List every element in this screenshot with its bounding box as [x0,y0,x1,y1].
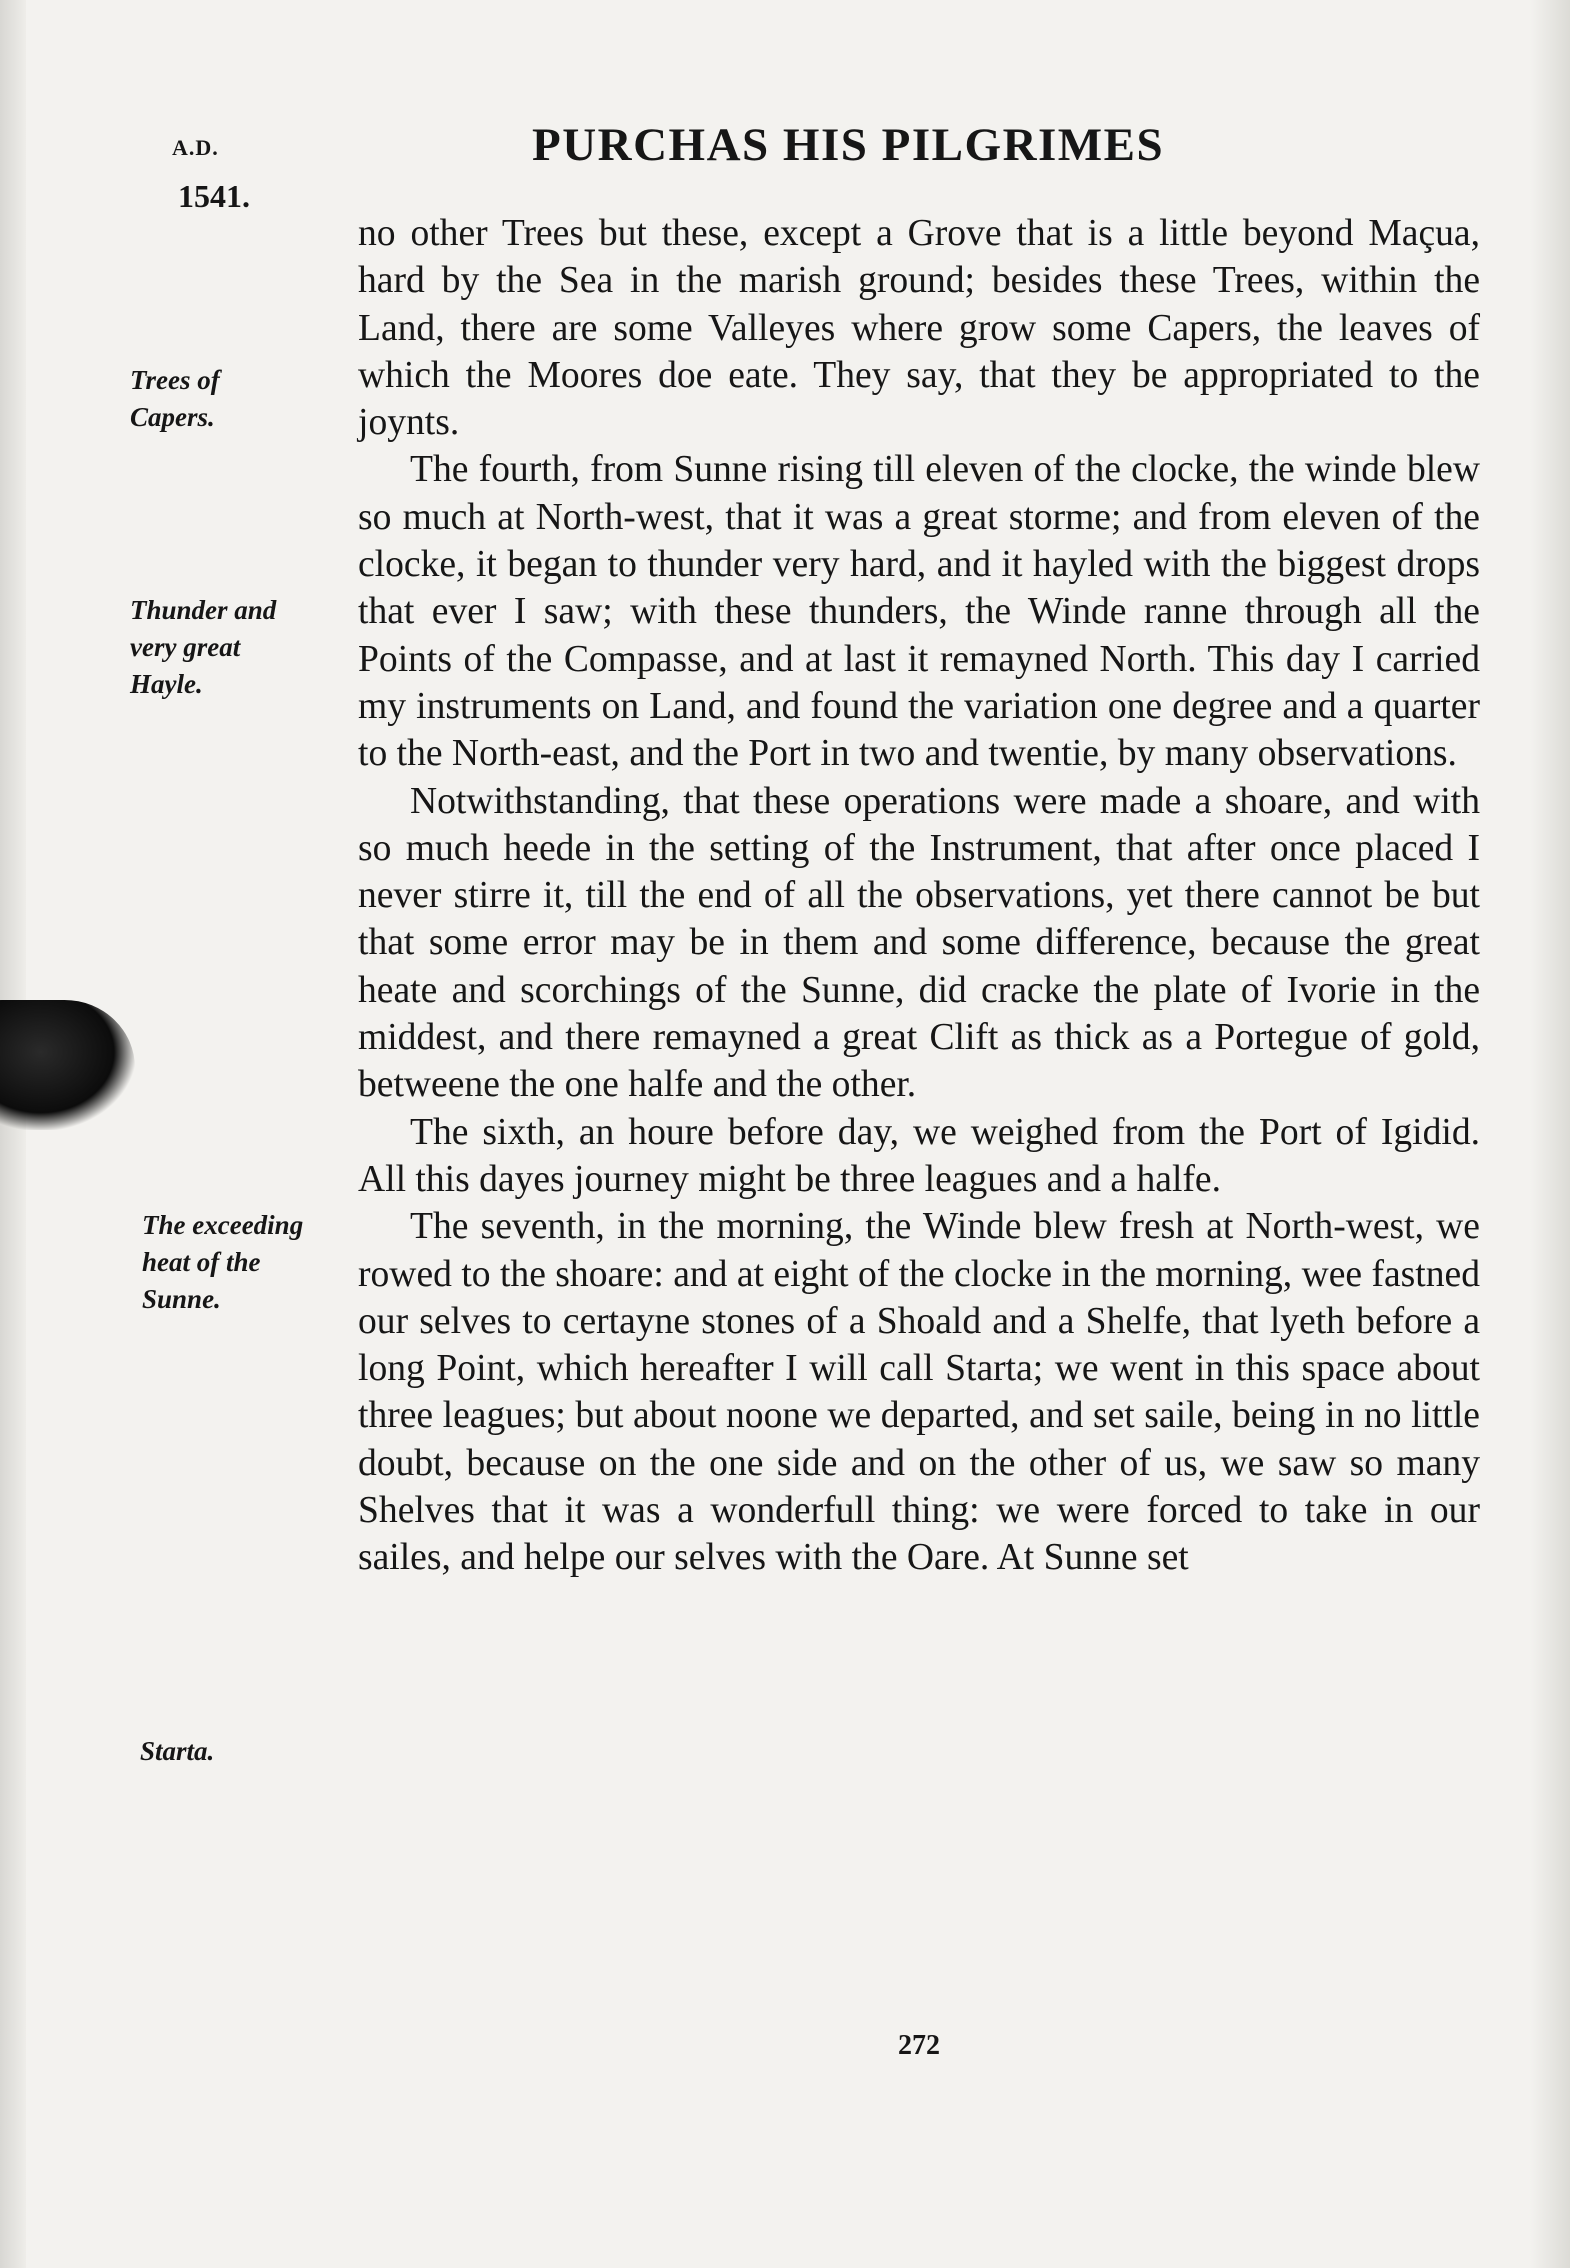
marginal-note-line: Capers. [130,402,215,432]
marginal-note-line: heat of the [142,1247,261,1277]
page-number: 272 [898,2030,940,2061]
marginal-note [140,1733,214,1770]
running-title: PURCHAS HIS PILGRIMES [532,119,1165,171]
page-right-edge [1530,0,1570,2268]
paragraph: Notwithstanding, that these operations were made a shoare, and with so much heede in the setting of the Instrument, that after once placed I never stirre it, till the end of all the observations, yet there cannot be but that some error may be in them and some difference, because the great heate and scorchings of the Sunne, did cracke the plate of Ivorie in the middest, and there remayned a great Clift as thick as a Portegue of gold, betweene the one halfe and the other. [358,780,1480,1106]
paragraph: The seventh, in the morning, the Winde blew fresh at North-west, we rowed to the shoare: and at eight of the clocke in the morning, wee fastned our selves to certayne stones of a Shoald and a Shelfe, that lyeth before a long Point, which hereafter I will call Starta; we went in this space about three leagues; but about noone we departed, and set saile, being in no little doubt, because on the one side and on the other of us, we saw so many Shelves that it was a wonderfull thing: we were forced to take in our sailes, and helpe our selves with the Oare. At Sunne set [358,1206,1480,1579]
ad-label: A.D. [172,135,219,160]
marginal-note-line: very great [130,632,241,662]
marginal-note-line: Hayle. [130,669,203,699]
marginal-note-line: The exceeding [142,1210,304,1240]
paragraph: The sixth, an houre before day, we weighed from the Port of Igidid. All this dayes journey might be three leagues and a halfe. [358,1111,1480,1200]
paragraph: The fourth, from Sunne rising till eleven of the clocke, the winde blew so much at North-west, that it was a great storme; and from eleven of the clocke, it began to thunder very hard, and it hayled with the biggest drops that ever I saw; with these thunders, the Winde ranne through all the Points of the Compasse, and at last it remayned North. This day I carried my instruments on Land, and found the variation one degree and a quarter to the North-east, and the Port in two and twentie, by many observations. [358,449,1480,775]
year-label: 1541. [178,178,250,214]
marginal-note [142,1207,303,1318]
paragraph: no other Trees but these, except a Grove that is a little beyond Maçua, hard by the Sea in the marish ground; besides these Trees, within the Land, there are some Valleyes where grow some Capers, the leaves of which the Moores doe eate. They say, that they be appropriated to the joynts. [358,213,1480,444]
marginal-note [130,592,276,703]
marginal-note-line: Thunder and [130,595,277,625]
marginal-note-line: Trees of [130,365,220,395]
page-gutter-edge [0,0,26,2268]
marginal-note [130,362,220,436]
marginal-note-line: Sunne. [142,1284,221,1314]
body-text [358,210,1480,1582]
marginal-note-line: Starta. [140,1736,215,1766]
thumb-shadow [0,1000,135,1130]
